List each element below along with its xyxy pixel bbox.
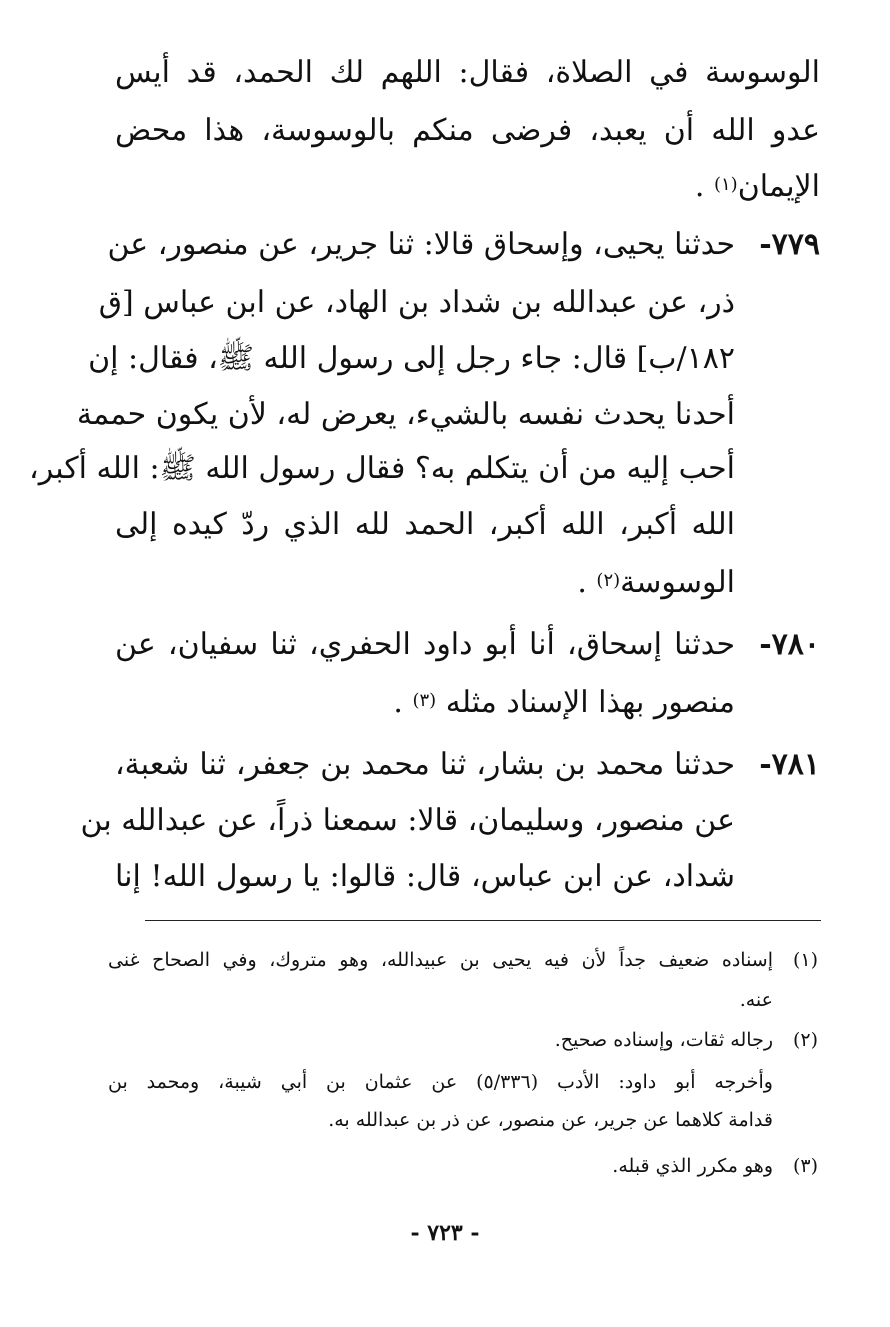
text-line: عدو الله أن يعبد، فرضى منكم بالوسوسة، هذا محض [115, 113, 820, 148]
text-line: ذر، عن عبدالله بن شداد بن الهاد، عن ابن عباس [ق [98, 285, 735, 320]
text-line: حدثنا يحيى، وإسحاق قالا: ثنا جرير، عن منصور، عن [107, 227, 735, 262]
text-line: أحب إليه من أن يتكلم به؟ فقال رسول الله ﷺ: الله أكبر، [29, 451, 735, 486]
text-line: أحدنا يحدث نفسه بالشيء، يعرض له، لأن يكون حممة [76, 397, 735, 432]
footnote-line: عنه. [739, 989, 773, 1011]
footnote-line: وأخرجه أبو داود: الأدب (٥/٣٣٦) عن عثمان بن أبي شيبة، ومحمد بن [108, 1071, 773, 1093]
text-line-last [393, 680, 735, 722]
page-number: - ٧٢٣ - [410, 1220, 480, 1246]
text-line: ١٨٢/ب] قال: جاء رجل إلى رسول الله ﷺ، فقال: إن [88, 341, 735, 376]
text-fragment: . [577, 565, 597, 600]
hadith-number: ٧٨٠- [759, 627, 820, 662]
text-line-last [577, 560, 735, 602]
text-fragment: . [694, 169, 714, 204]
footnote-line: قدامة كلاهما عن جرير، عن منصور، عن ذر بن عبدالله به. [328, 1109, 773, 1131]
footnote-ref: (٢) [596, 570, 621, 591]
footnote-divider [145, 920, 821, 921]
text-line: الله أكبر، الله أكبر، الحمد لله الذي ردّ كيده إلى [115, 507, 735, 542]
footnote-number: (٢) [792, 1029, 818, 1051]
footnote-ref: (٣) [412, 690, 437, 711]
text-fragment: . [393, 685, 413, 720]
text-line-last [695, 164, 820, 206]
text-line: شداد، عن ابن عباس، قال: قالوا: يا رسول الله! إنا [115, 859, 735, 894]
footnote-line: وهو مكرر الذي قبله. [612, 1155, 773, 1177]
text-fragment: منصور بهذا الإسناد مثله [445, 685, 735, 720]
text-fragment: الوسوسة [620, 565, 735, 600]
hadith-number: ٧٧٩- [759, 227, 820, 262]
text-fragment: الإيمان [737, 169, 820, 204]
text-line: حدثنا إسحاق، أنا أبو داود الحفري، ثنا سفيان، عن [115, 627, 735, 662]
footnote-line: إسناده ضعيف جداً لأن فيه يحيى بن عبيدالله، وهو متروك، وفي الصحاح غنى [108, 949, 773, 971]
text-line: الوسوسة في الصلاة، فقال: اللهم لك الحمد، قد أيس [115, 55, 820, 90]
footnote-number: (٣) [792, 1155, 818, 1177]
hadith-number: ٧٨١- [759, 747, 820, 782]
text-line: حدثنا محمد بن بشار، ثنا محمد بن جعفر، ثنا شعبة، [115, 747, 735, 782]
footnote-ref: (١) [713, 174, 738, 195]
footnote-line: رجاله ثقات، وإسناده صحيح. [554, 1029, 773, 1051]
text-line: عن منصور، وسليمان، قالا: سمعنا ذراً، عن عبدالله بن [80, 803, 735, 838]
footnote-number: (١) [792, 949, 818, 971]
